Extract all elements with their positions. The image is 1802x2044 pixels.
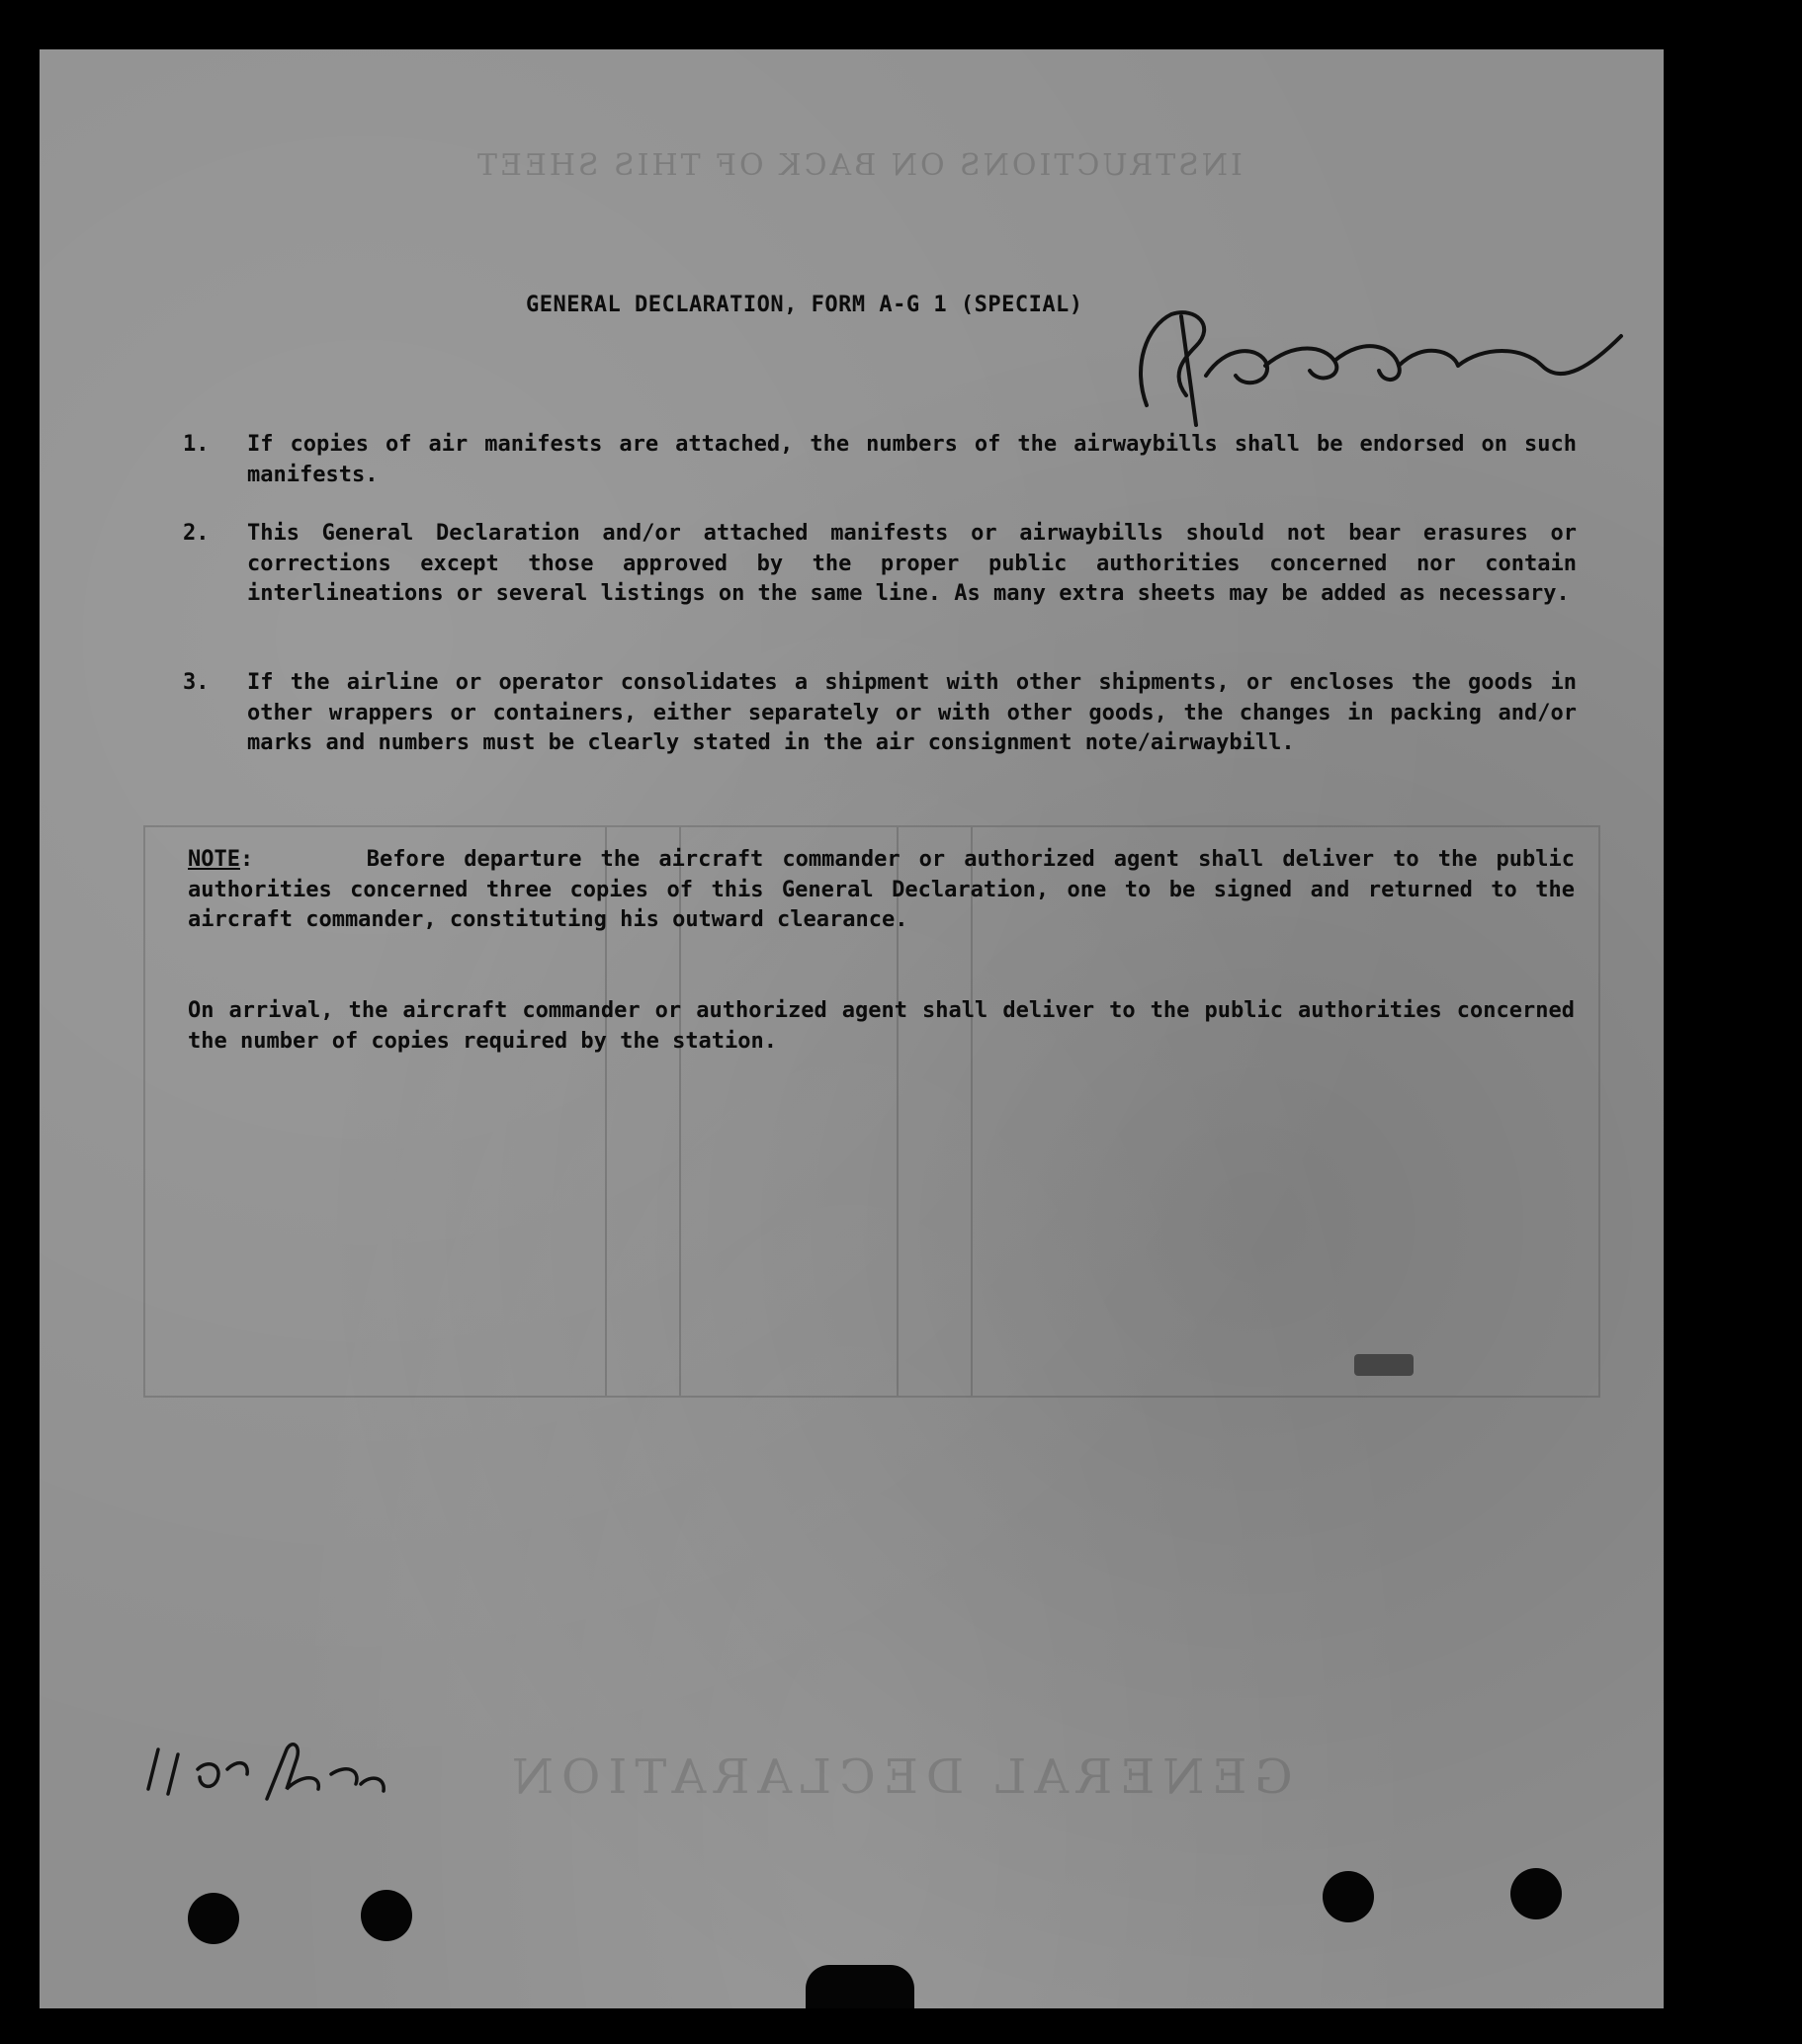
item-text: If the airline or operator consolidates a shipment with other shipments, or encloses the goods in other wrappers or containers, either separately or with other goods, the changes in packing and/or marks and numbers must be clearly stated in the air consignment note/airwaybill. <box>247 670 1577 755</box>
bleed-through-header: INSTRUCTIONS ON BACK OF THIS SHEET <box>474 148 1243 183</box>
punch-hole <box>361 1890 412 1941</box>
item-number: 3. <box>183 670 210 695</box>
note-label: NOTE <box>188 847 240 872</box>
form-title: GENERAL DECLARATION, FORM A-G 1 (SPECIAL) <box>526 293 1083 317</box>
punch-hole <box>188 1893 239 1944</box>
handwritten-notation-icon <box>138 1730 395 1819</box>
punch-hole <box>1510 1868 1562 1919</box>
instruction-item-2 <box>183 519 1577 610</box>
item-text: This General Declaration and/or attached manifests or airwaybills should not bear erasures or corrections except those approved by the proper public authorities concerned nor contain interlineations or several listings on the same line. As many extra sheets may be added as necessary. <box>247 521 1577 606</box>
note-text: Before departure the aircraft commander or authorized agent shall deliver to the public authorities concerned three copies of this General Declaration, one to be signed and returned to the aircraft commander, constituting his outward clearance. <box>188 847 1576 932</box>
instruction-item-3 <box>183 668 1577 759</box>
arrival-paragraph: On arrival, the aircraft commander or authorized agent shall deliver to the public authorities concerned the number of copies required by the station. <box>188 998 1575 1054</box>
document-page <box>40 49 1664 2008</box>
punch-hole <box>1323 1871 1374 1922</box>
note-paragraph: NOTE: Before departure the aircraft commander or authorized agent shall deliver to the public authorities concerned three copies of this General Declaration, one to be signed and returned to the aircraft commander, constituting his outward clearance. <box>188 847 1576 932</box>
ink-stamp-mark <box>1354 1354 1414 1376</box>
item-text: If copies of air manifests are attached, the numbers of the airwaybills shall be endorsed on such manifests. <box>247 432 1577 487</box>
item-number: 1. <box>183 432 210 457</box>
bottom-clip-mark <box>806 1965 914 2008</box>
bleed-through-title: GENERAL DECLARATION <box>504 1749 1293 1805</box>
handwritten-signature-icon <box>1127 306 1641 445</box>
item-number: 2. <box>183 521 210 546</box>
instruction-item-1 <box>183 430 1577 490</box>
